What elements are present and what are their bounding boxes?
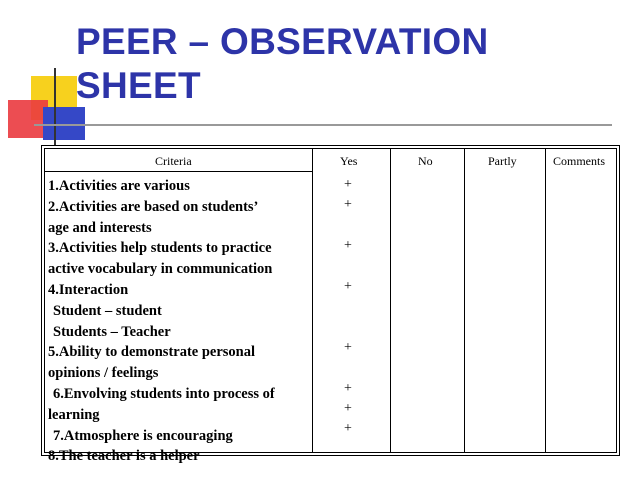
criteria-line: active vocabulary in communication: [48, 261, 273, 278]
column-divider-criteria: [312, 148, 313, 453]
yes-mark: +: [344, 279, 352, 294]
yes-mark: +: [344, 177, 352, 192]
page-title: [76, 20, 596, 108]
criteria-line: 8.The teacher is a helper: [48, 448, 200, 465]
title-line-1: PEER – OBSERVATION: [76, 21, 489, 62]
criteria-line: Student – student: [53, 302, 162, 319]
yes-mark: +: [344, 421, 352, 436]
header-yes: Yes: [340, 154, 358, 168]
column-divider-no: [464, 148, 465, 453]
yes-mark: +: [344, 238, 352, 253]
title-line-2: SHEET: [76, 65, 201, 106]
decor-vertical-line: [54, 68, 56, 146]
column-divider-yes: [390, 148, 391, 453]
criteria-line: Students – Teacher: [53, 323, 171, 340]
criteria-line: 5.Ability to demonstrate personal: [48, 344, 256, 361]
criteria-line: opinions / feelings: [48, 365, 159, 382]
header-comments: Comments: [553, 154, 606, 168]
criteria-line: 6.Envolving students into process of: [53, 385, 275, 402]
decor-horizontal-line: [34, 124, 612, 126]
yes-mark: +: [344, 197, 352, 212]
criteria-line: 3.Activities help students to practice: [48, 240, 272, 257]
header-criteria: Criteria: [155, 154, 192, 168]
header-no: No: [418, 154, 433, 168]
criteria-line: age and interests: [48, 219, 152, 236]
yes-mark: +: [344, 340, 352, 355]
observation-table: [41, 145, 620, 465]
criteria-line: 4.Interaction: [48, 281, 129, 298]
criteria-header-divider: [44, 171, 312, 172]
yes-mark: +: [344, 401, 352, 416]
criteria-line: 2.Activities are based on students’: [48, 198, 259, 215]
criteria-list: [48, 176, 310, 467]
column-divider-partly: [545, 148, 546, 453]
criteria-line: learning: [48, 406, 100, 423]
criteria-line: 7.Atmosphere is encouraging: [53, 427, 233, 444]
criteria-line: 1.Activities are various: [48, 178, 190, 194]
yes-mark: +: [344, 381, 352, 396]
decor-red-square: [8, 100, 48, 138]
header-partly: Partly: [488, 154, 517, 168]
